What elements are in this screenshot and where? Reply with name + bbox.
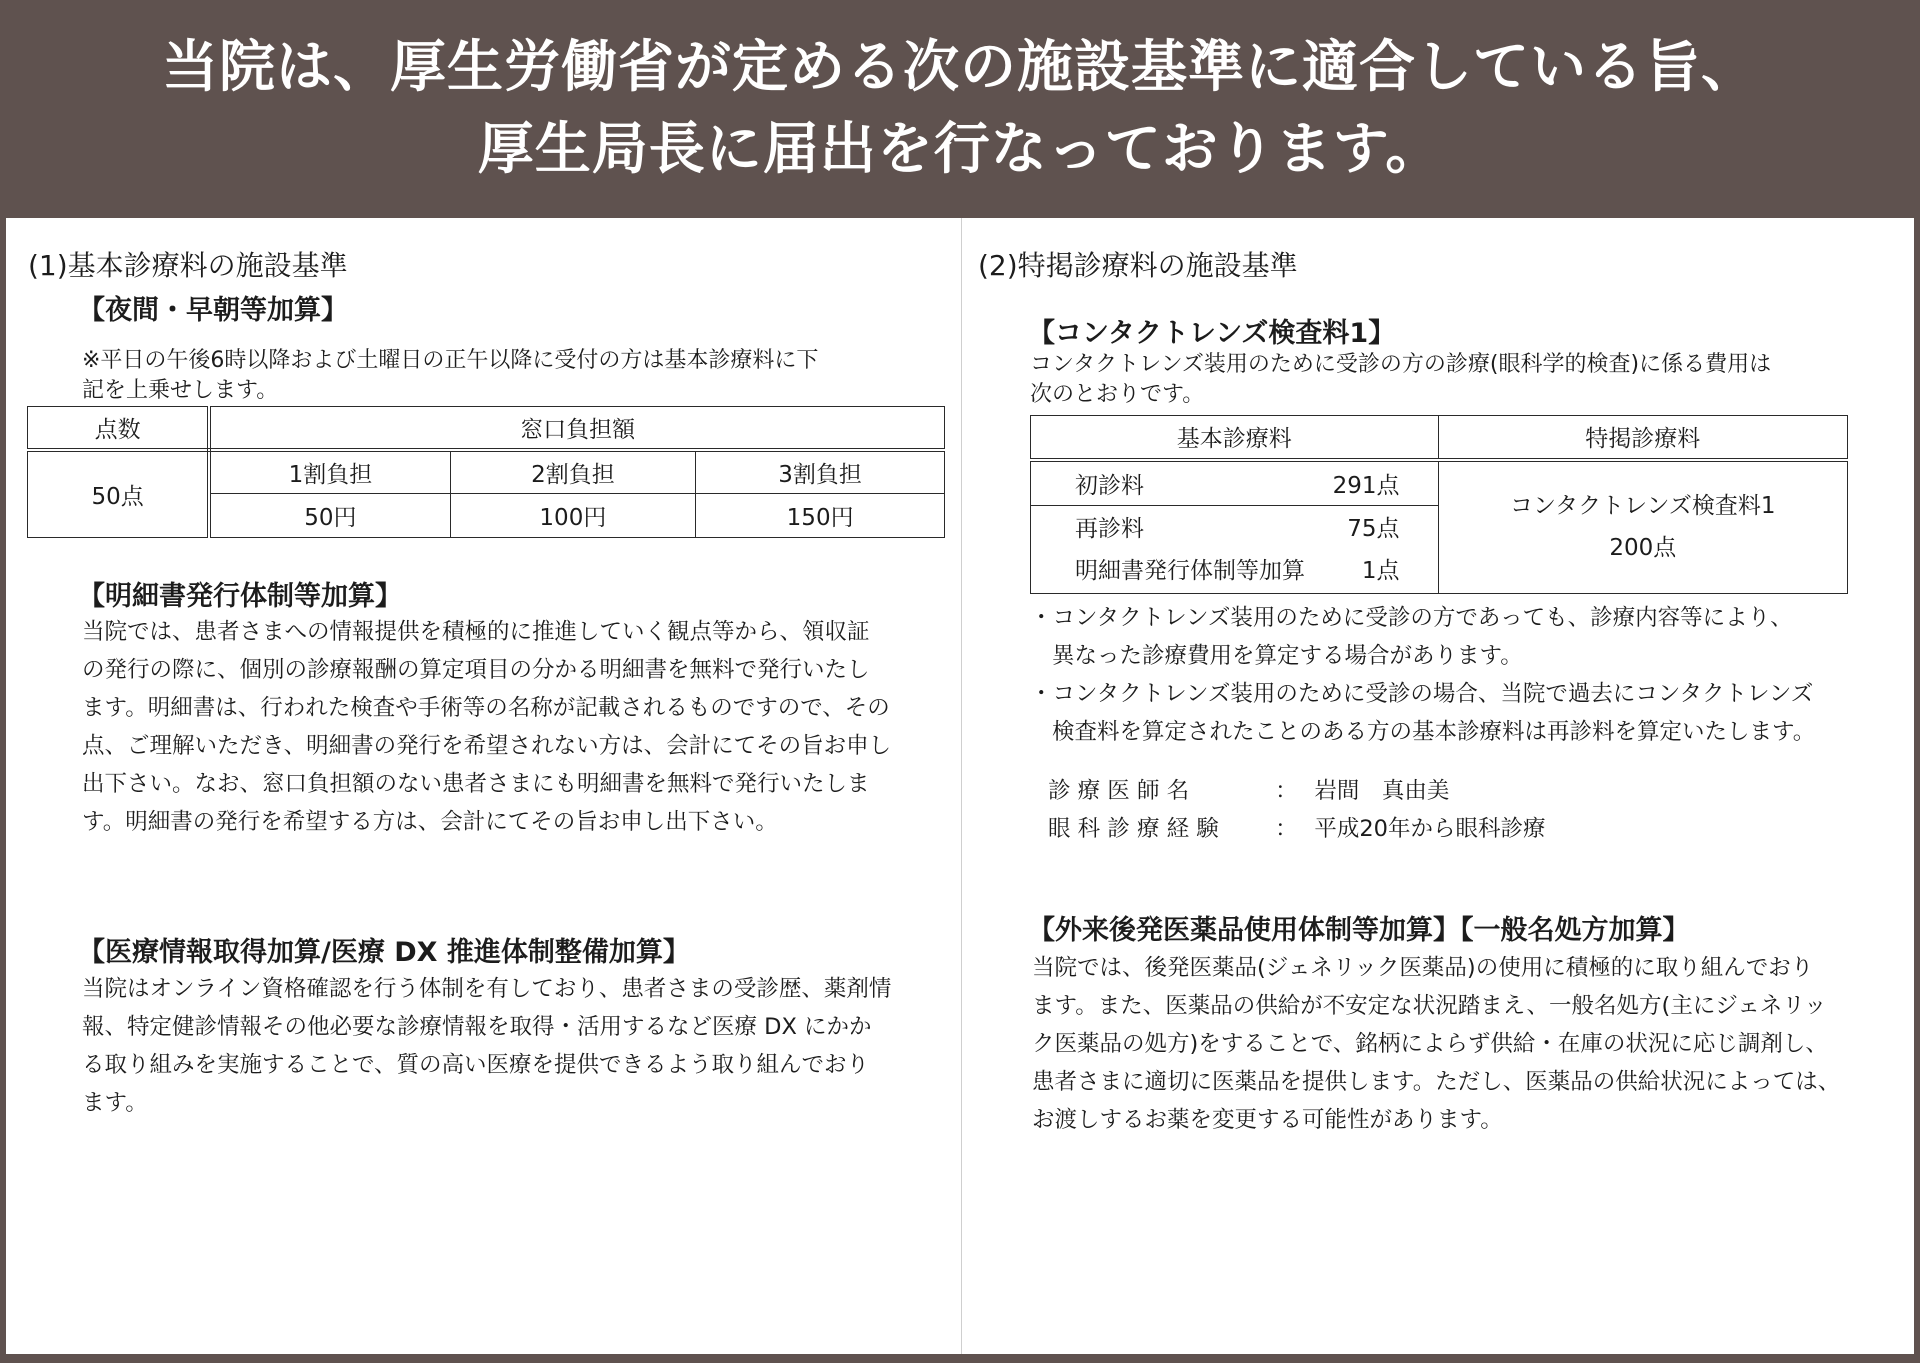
saishin-cell [1031,506,1439,594]
bullet-2-line-1: ・コンタクトレンズ装用のために受診の場合、当院で過去にコンタクトレンズ [1030,681,1814,707]
burden-val-2: 100円 [450,494,696,538]
experience-value: 平成20年から眼科診療 [1314,816,1546,842]
night-note [82,346,818,406]
bullet-2-line-2: 検査料を算定されたことのある方の基本診療料は再診料を算定いたします。 [1052,719,1816,745]
doctor-sep: ： [1275,778,1298,804]
generic-body [1032,949,1840,1139]
experience-label: 眼 科 診 療 経 験 [1048,816,1219,842]
burden-col-1: 1割負担 [209,450,450,494]
saishin-label: 再診料 [1075,515,1144,542]
special-cell [1438,460,1847,594]
generic-line: お渡しするお薬を変更する可能性があります。 [1032,1107,1503,1133]
contact-bullets [1030,599,1815,751]
column-divider [961,218,962,1354]
burden-col-2: 2割負担 [450,450,696,494]
meisai-line: ます。明細書は、行われた検査や手術等の名称が記載されるものですので、その [82,695,890,721]
meisai-line: す。明細書の発行を希望する方は、会計にてその旨お申し出下さい。 [82,809,778,835]
header-line-1: 当院は、厚生労働省が定める次の施設基準に適合している旨、 [162,35,1758,100]
generic-line: ク医薬品の処方)をすることで、銘柄によらず供給・在庫の状況に応じ調剤し、 [1032,1031,1828,1057]
night-title: 【夜間・早朝等加算】 [78,295,348,326]
meisai-line: 点、ご理解いただき、明細書の発行を希望されない方は、会計にてその旨お申し [82,733,892,759]
th-special: 特掲診療料 [1438,416,1847,460]
burden-val-1: 50円 [209,494,450,538]
contact-fee-table [1030,415,1848,594]
th-points: 点数 [28,407,210,450]
th-basic: 基本診療料 [1031,416,1439,460]
doctor-name: 岩間 真由美 [1314,778,1450,804]
meisai-title: 【明細書発行体制等加算】 [78,581,402,612]
right-section-title: (2)特掲診療料の施設基準 [978,249,1298,282]
generic-line: 当院では、後発医薬品(ジェネリック医薬品)の使用に積極的に取り組んでおり [1032,955,1814,981]
experience-row [1048,810,1545,848]
contact-intro-line-2: 次のとおりです。 [1030,382,1205,407]
shoshin-cell [1031,460,1439,506]
saishin-value: 75点 [1347,515,1400,542]
dx-line: ます。 [82,1090,148,1116]
generic-title: 【外来後発医薬品使用体制等加算】【一般名処方加算】 [1028,915,1690,946]
contact-title: 【コンタクトレンズ検査料1】 [1028,318,1396,349]
doctor-row [1048,772,1449,810]
meisai-line: 当院では、患者さまへの情報提供を積極的に推進していく観点等から、領収証 [82,619,870,645]
meisai-fee-value: 1点 [1361,557,1400,584]
dx-title: 【医療情報取得加算/医療 DX 推進体制整備加算】 [78,937,690,968]
night-fee-table [27,406,945,538]
contact-intro [1030,350,1771,410]
night-note-line-2: 記を上乗せします。 [82,378,279,403]
doctor-label: 診 療 医 師 名 [1048,778,1190,804]
burden-val-3: 150円 [696,494,945,538]
dx-line: る取り組みを実施することで、質の高い医療を提供できるよう取り組んでおり [82,1052,870,1078]
dx-line: 当院はオンライン資格確認を行う体制を有しており、患者さまの受診歴、薬剤情 [82,976,892,1002]
meisai-fee-label: 明細書発行体制等加算 [1075,557,1305,584]
dx-body [82,970,891,1122]
meisai-line: 出下さい。なお、窓口負担額のない患者さまにも明細書を無料で発行いたしま [82,771,870,797]
night-note-line-1: ※平日の午後6時以降および土曜日の正午以降に受付の方は基本診療料に下 [82,348,819,373]
bullet-1-line-2: 異なった診療費用を算定する場合があります。 [1052,643,1523,669]
points-value: 50点 [28,450,210,538]
experience-sep: ： [1275,816,1298,842]
special-line-2: 200点 [1609,535,1677,562]
generic-line: 患者さまに適切に医薬品を提供します。ただし、医薬品の供給状況によっては、 [1032,1069,1841,1095]
burden-col-3: 3割負担 [696,450,945,494]
special-line-1: コンタクトレンズ検査料1 [1510,493,1776,520]
header-line-2: 厚生局長に届出を行なっております。 [477,117,1443,182]
contact-intro-line-1: コンタクトレンズ装用のために受診の方の診療(眼科学的検査)に係る費用は [1030,352,1772,377]
content-panel [6,218,1914,1354]
dx-line: 報、特定健診情報その他必要な診療情報を取得・活用するなど医療 DX にかか [82,1014,872,1040]
shoshin-label: 初診料 [1075,472,1144,499]
left-section-title: (1)基本診療料の施設基準 [28,249,348,282]
meisai-body [82,613,891,841]
meisai-line: の発行の際に、個別の診療報酬の算定項目の分かる明細書を無料で発行いたし [82,657,870,683]
page-header [0,0,1920,218]
shoshin-value: 291点 [1332,472,1400,499]
th-burden: 窓口負担額 [209,407,944,450]
bullet-1-line-1: ・コンタクトレンズ装用のために受診の方であっても、診療内容等により、 [1030,605,1793,631]
generic-line: ます。また、医薬品の供給が不安定な状況踏まえ、一般名処方(主にジェネリッ [1032,993,1827,1019]
